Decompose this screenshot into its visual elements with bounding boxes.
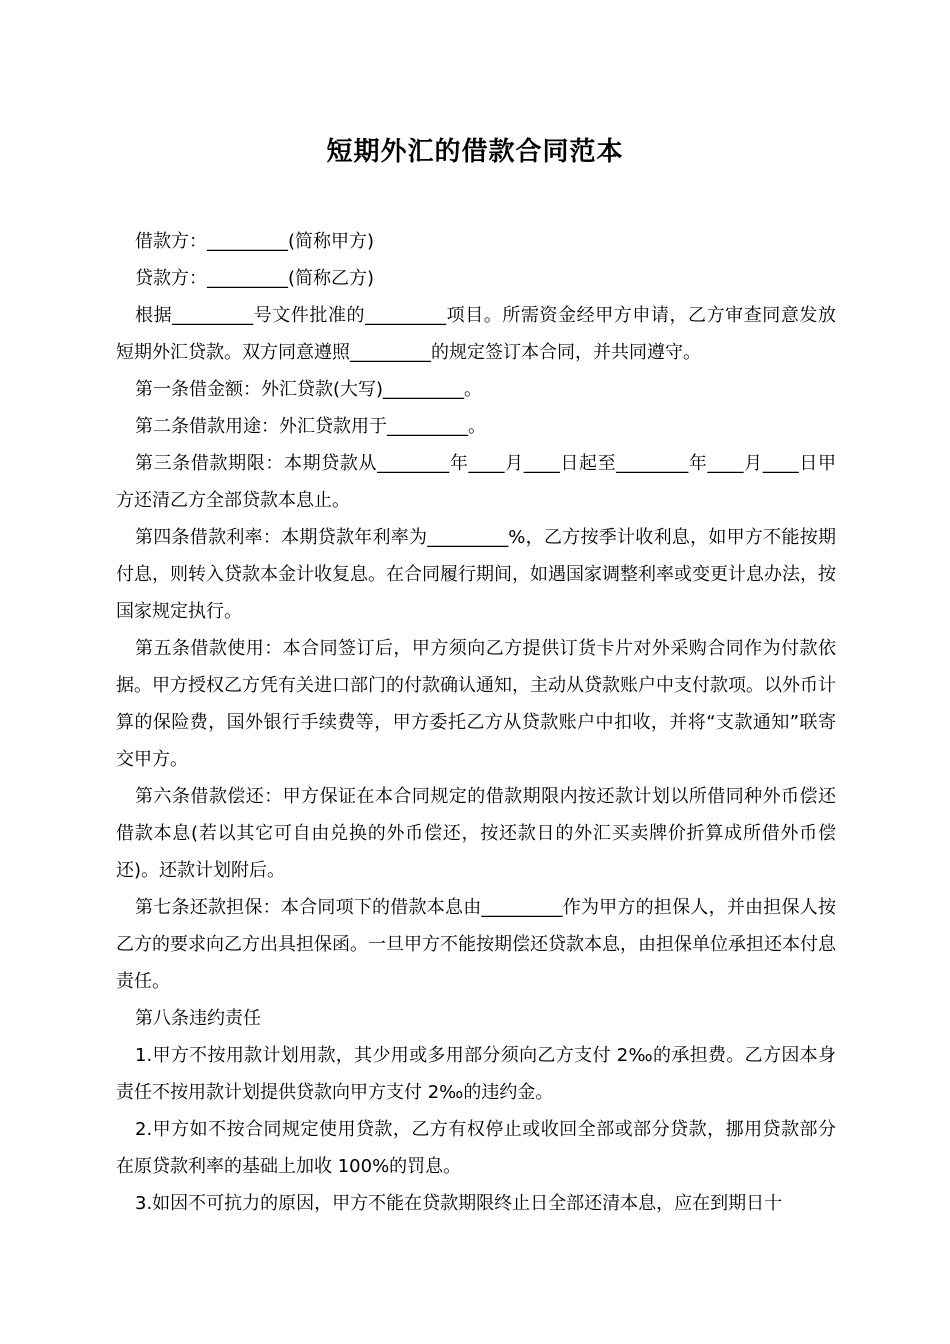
article-7: 第七条还款担保：本合同项下的借款本息由_________作为甲方的担保人，并由担保人按乙方的要求向乙方出具担保函。一旦甲方不能按期偿还贷款本息，由担保单位承担还本付息责任。: [116, 897, 836, 992]
document-title: 短期外汇的借款合同范本: [326, 137, 624, 167]
document-body: [116, 223, 836, 1222]
article-8-clause-2: 2.甲方如不按合同规定使用贷款，乙方有权停止或收回全部或部分贷款，挪用贷款部分在原贷款利率的基础上加收 100%的罚息。: [116, 1119, 836, 1177]
article-8-clause-3: 3.如因不可抗力的原因，甲方不能在贷款期限终止日全部还清本息，应在到期日十: [135, 1193, 783, 1214]
borrower-line: 借款方：_________(简称甲方): [135, 231, 375, 252]
preamble-paragraph: 根据_________号文件批准的_________项目。所需资金经甲方申请，乙方审查同意发放短期外汇贷款。双方同意遵照_________的规定签订本合同，并共同遵守。: [116, 305, 836, 363]
article-3: 第三条借款期限：本期贷款从________年____月____日起至________年____月____日甲方还清乙方全部贷款本息止。: [116, 453, 836, 511]
article-4: 第四条借款利率：本期贷款年利率为_________%，乙方按季计收利息，如甲方不能按期付息，则转入贷款本金计收复息。在合同履行期间，如遇国家调整利率或变更计息办法，按国家规定执行。: [116, 527, 836, 622]
article-6: 第六条借款偿还：甲方保证在本合同规定的借款期限内按还款计划以所借同种外币偿还借款本息(若以其它可自由兑换的外币偿还，按还款日的外汇买卖牌价折算成所借外币偿还)。还款计划附后。: [116, 786, 836, 881]
article-8-clause-1: 1.甲方不按用款计划用款，其少用或多用部分须向乙方支付 2‰的承担费。乙方因本身责任不按用款计划提供贷款向甲方支付 2‰的违约金。: [116, 1045, 836, 1103]
article-1: 第一条借金额：外汇贷款(大写)_________。: [135, 379, 483, 400]
article-5: 第五条借款使用：本合同签订后，甲方须向乙方提供订货卡片对外采购合同作为付款依据。甲方授权乙方凭有关进口部门的付款确认通知，主动从贷款账户中支付款项。以外币计算的保险费，国外银行手续费等，甲方委托乙方从贷款账户中扣收，并将“支款通知”联寄交甲方。: [116, 638, 836, 770]
article-2: 第二条借款用途：外汇贷款用于_________。: [135, 416, 486, 437]
article-8-heading: 第八条违约责任: [135, 1008, 261, 1029]
lender-line: 贷款方：_________(简称乙方): [135, 268, 375, 289]
